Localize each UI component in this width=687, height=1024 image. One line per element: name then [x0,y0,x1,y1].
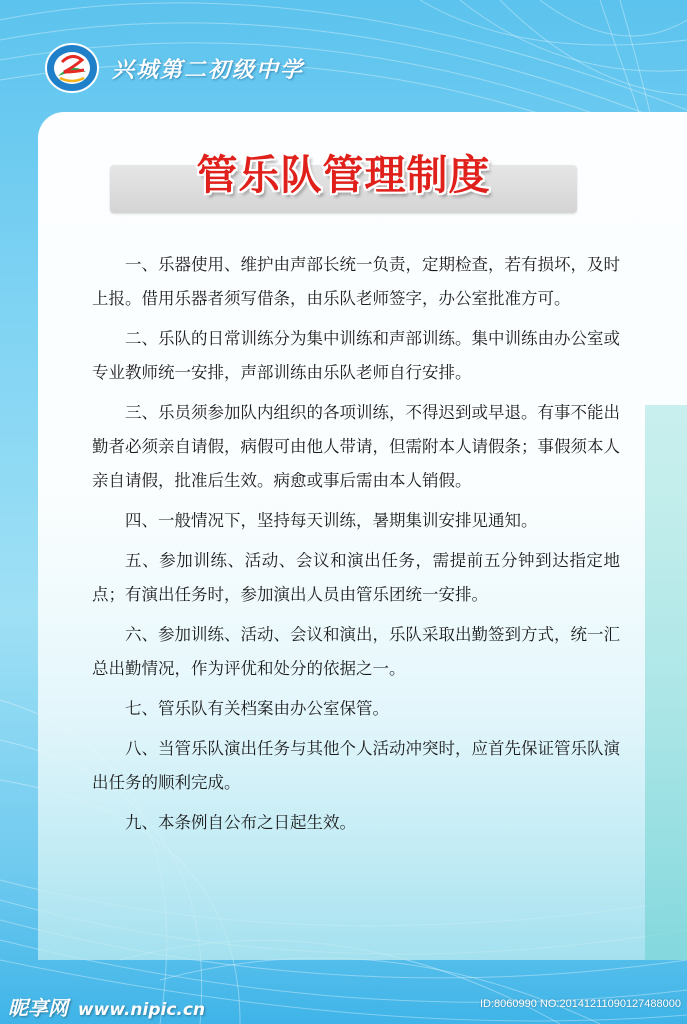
panel-decoration [645,405,687,960]
rule-item: 六、参加训练、活动、会议和演出，乐队采取出勤签到方式，统一汇总出勤情况，作为评优和处分的依据之一。 [92,625,620,678]
page-title: 管乐队管理制度 [196,151,491,199]
rule-item: 五、参加训练、活动、会议和演出任务，需提前五分钟到达指定地点；有演出任务时，参加演出人员由管乐团统一安排。 [92,551,620,604]
watermark-site [8,992,205,1021]
rule-item: 一、乐器使用、维护由声部长统一负责，定期检查，若有损坏，及时上报。借用乐器者须写借条，由乐队老师签字，办公室批准方可。 [92,255,620,308]
school-logo-icon [44,42,100,94]
school-name: 兴城第二初级中学 [112,56,305,83]
rule-item: 八、当管乐队演出任务与其他个人活动冲突时，应首先保证管乐队演出任务的顺利完成。 [92,739,620,792]
rule-item: 二、乐队的日常训练分为集中训练和声部训练。集中训练由办公室或专业教师统一安排，声部训练由乐队老师自行安排。 [92,329,620,382]
rule-item: 九、本条例自公布之日起生效。 [125,813,356,832]
rule-item: 三、乐员须参加队内组织的各项训练，不得迟到或早退。有事不能出勤者必须亲自请假，病假可由他人带请，但需附本人请假条；事假须本人亲自请假，批准后生效。病愈或事后需由本人销假。 [92,403,620,490]
header [44,42,304,94]
watermark-id: ID:8060990 NO:20141211090127488000 [479,998,681,1010]
rule-item: 四、一般情况下，坚持每天训练，暑期集训安排见通知。 [125,511,538,530]
watermark-brand: 昵享网 [8,996,68,1020]
rule-item: 七、管乐队有关档案由办公室保管。 [125,699,389,718]
rules-list [92,248,620,846]
watermark-url: www.nipic.cn [77,1000,206,1020]
